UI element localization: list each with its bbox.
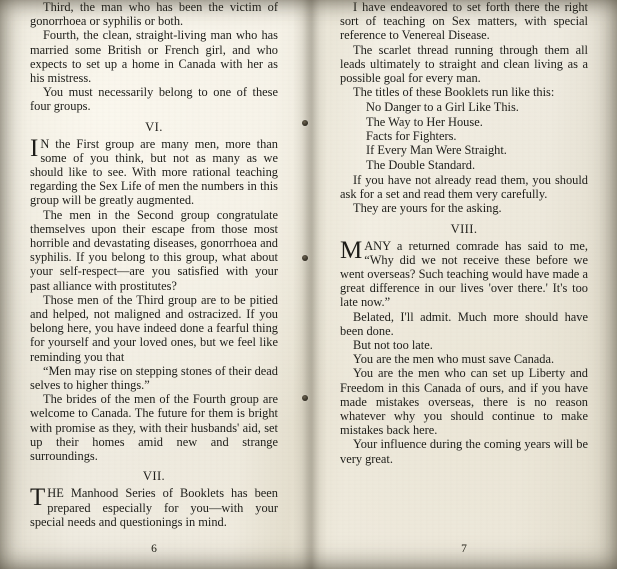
list-item: If Every Man Were Straight. xyxy=(366,143,507,158)
right-page xyxy=(340,0,588,569)
paragraph: The titles of these Booklets run like this: xyxy=(353,85,555,100)
page-number-left: 6 xyxy=(151,543,157,555)
section-viii-opening-paragraph xyxy=(340,236,588,310)
paragraph: Those men of the Third group are to be pitied and helped, not maligned and ostracized. If you belong here, you have indeed done a fearful thing for yourself and your loved ones, but we feel like reminding you that xyxy=(30,292,278,364)
paragraph: They are yours for the asking. xyxy=(353,201,502,216)
paragraph-text: HE Manhood Series of Booklets has been prepared especially for you—with your special needs and questionings in mind. xyxy=(30,486,278,529)
paragraph: But not too late. xyxy=(353,337,433,352)
paragraph-text: ANY a returned comrade has said to me, “Why did we not receive these before we went overseas? Such teaching would have made a great difference in our lives 'over there.' It's too late now.” xyxy=(340,238,588,310)
paragraph: If you have not already read them, you should ask for a set and read them very carefully. xyxy=(340,172,588,202)
paragraph: I have endeavored to set forth there the right sort of teaching on Sex matters, with special reference to Venereal Disease. xyxy=(340,0,588,43)
paragraph: The men in the Second group congratulate themselves upon their escape from those most horrible and devastating diseases, gonorrhoea and syphilis. If you belong to this group, what about your self-respect—are you satisfied with your past alliance with prostitutes? xyxy=(30,207,278,293)
section-vii-opening-paragraph xyxy=(30,486,278,529)
drop-cap-letter: M xyxy=(340,236,363,264)
booklet-title-list xyxy=(340,100,588,171)
page-number-right: 7 xyxy=(461,543,467,555)
section-number-vii: VII. xyxy=(142,469,166,484)
paragraph: You are the men who can set up Liberty and Freedom in this Canada of ours, and if you have made mistakes overseas, there is no reason whatever why you should continue to make mistakes back here. xyxy=(340,366,588,438)
drop-cap-letter: T xyxy=(30,484,46,512)
list-item: Facts for Fighters. xyxy=(366,129,457,144)
paragraph: Your influence during the coming years will be very great. xyxy=(340,437,588,466)
binding-stitch-hole xyxy=(302,120,308,126)
section-number-viii: VIII. xyxy=(450,221,478,236)
section-vi-opening-paragraph xyxy=(30,134,278,208)
paragraph: You must necessarily belong to one of these four groups. xyxy=(30,85,278,114)
book-gutter-shadow xyxy=(293,0,327,569)
paragraph: Belated, I'll admit. Much more should have been done. xyxy=(340,309,588,338)
paragraph: The brides of the men of the Fourth group are welcome to Canada. The future for them is bright with promise as they, with their husbands' aid, set up their homes amid new and strange surroundings. xyxy=(30,392,278,464)
binding-stitch-hole xyxy=(302,395,308,401)
section-number-vi: VI. xyxy=(145,119,163,134)
list-item: The Double Standard. xyxy=(366,157,476,172)
left-page-text xyxy=(30,0,278,529)
left-page xyxy=(30,0,278,569)
paragraph: Third, the man who has been the victim of gonorrhoea or syphilis or both. xyxy=(30,0,278,29)
right-page-text xyxy=(340,0,588,466)
paragraph-text: N the First group are many men, more than some of you think, but not as many as we should like to see. With more rational teaching regarding the Sex Life of men the numbers in this group will be greatly augmented. xyxy=(30,136,278,208)
paragraph: You are the men who must save Canada. xyxy=(353,352,555,367)
drop-cap-letter: I xyxy=(30,134,39,162)
binding-stitch-hole xyxy=(302,255,308,261)
quotation-paragraph: “Men may rise on stepping stones of their dead selves to higher things.” xyxy=(30,363,278,393)
list-item: No Danger to a Girl Like This. xyxy=(366,100,519,115)
list-item: The Way to Her House. xyxy=(366,114,483,129)
paragraph: Fourth, the clean, straight-living man who has married some British or French girl, and who expects to set up a home in Canada with her as his mistress. xyxy=(30,28,278,86)
paragraph: The scarlet thread running through them all leads ultimately to straight and clean living as a possible goal for every man. xyxy=(340,42,588,86)
